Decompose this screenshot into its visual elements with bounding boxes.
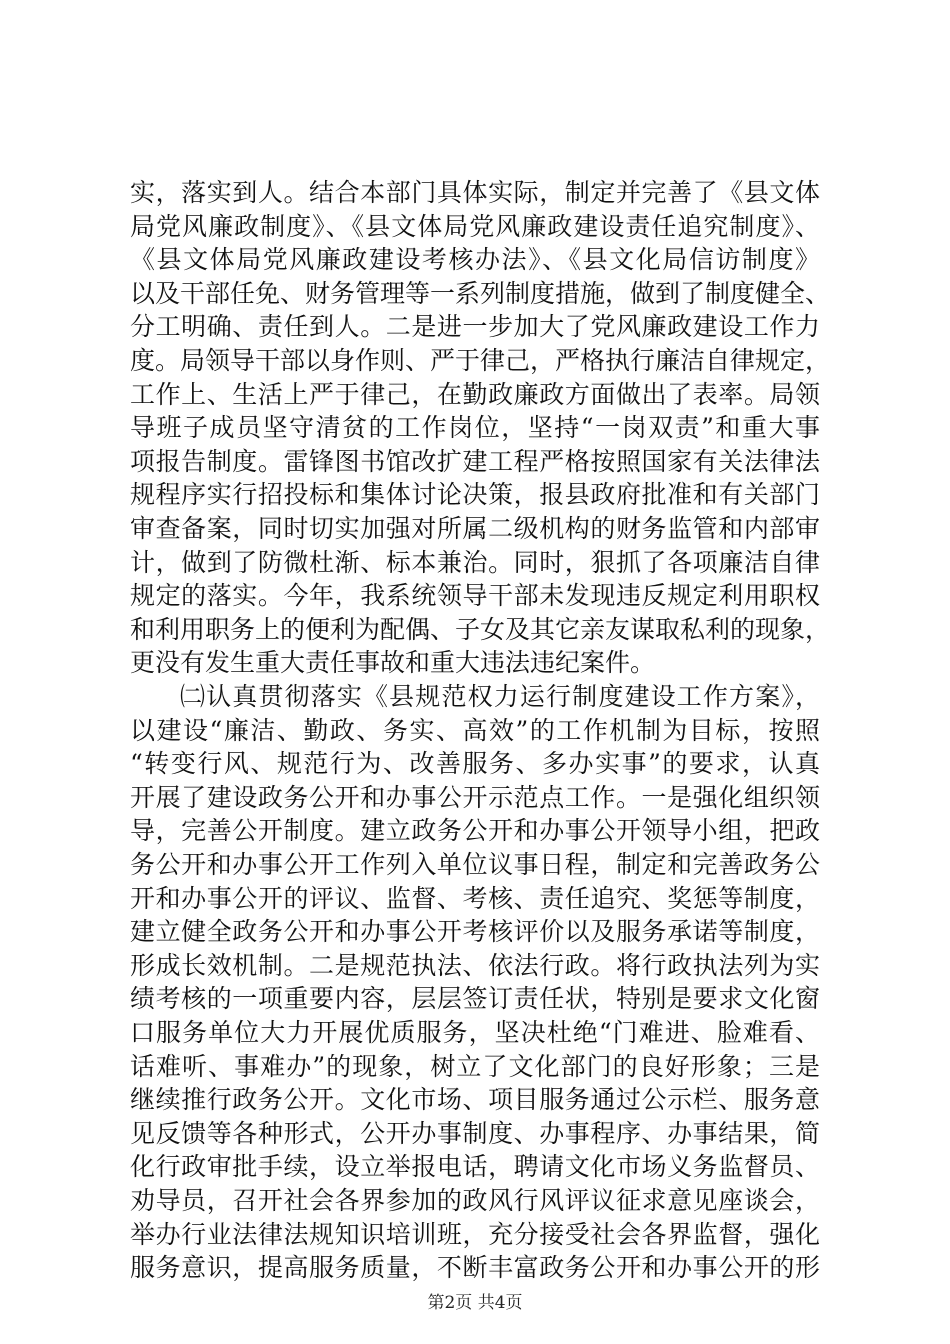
paragraph-line: 局党风廉政制度》、《县文体局党风廉政建设责任追究制度》、	[130, 211, 820, 241]
paragraph-line: 更没有发生重大责任事故和重大违法违纪案件。	[130, 648, 656, 678]
paragraph-line: 规程序实行招投标和集体讨论决策，报县政府批准和有关部门	[130, 480, 820, 510]
paragraph-line: 话难听、事难办”的现象，树立了文化部门的良好形象；三是	[130, 1051, 820, 1081]
paragraph-line: 规定的落实。今年，我系统领导干部未发现违反规定利用职权	[130, 581, 820, 611]
paragraph-line: 务公开和办事公开工作列入单位议事日程，制定和完善政务公	[130, 850, 820, 879]
paragraph-line: 开和办事公开的评议、监督、考核、责任追究、奖惩等制度，	[130, 883, 820, 913]
paragraph-line: 开展了建设政务公开和办事公开示范点工作。一是强化组织领	[130, 782, 820, 812]
page-number-footer: 第2页 共4页	[427, 1293, 523, 1313]
paragraph-line: ㈡认真贯彻落实《县规范权力运行制度建设工作方案》，	[180, 682, 820, 711]
paragraph-line: 以建设“廉洁、勤政、务实、高效”的工作机制为目标，按照	[130, 715, 820, 745]
paragraph-line: 举办行业法律法规知识培训班，充分接受社会各界监督，强化	[130, 1219, 820, 1249]
paragraph-line: 项报告制度。雷锋图书馆改扩建工程严格按照国家有关法律法	[130, 446, 820, 476]
paragraph-line: 见反馈等各种形式，公开办事制度、办事程序、办事结果，简	[130, 1118, 820, 1148]
paragraph-line: 劝导员，召开社会各界参加的政风行风评议征求意见座谈会，	[130, 1186, 820, 1215]
paragraph-line: 服务意识，提高服务质量，不断丰富政务公开和办事公开的形	[130, 1253, 820, 1283]
paragraph-line: 导班子成员坚守清贫的工作岗位，坚持“一岗双责”和重大事	[130, 413, 820, 443]
paragraph-line: 以及干部任免、财务管理等一系列制度措施，做到了制度健全、	[130, 278, 831, 308]
paragraph-line: 化行政审批手续，设立举报电话，聘请文化市场义务监督员、	[130, 1152, 820, 1182]
paragraph-line: 和利用职务上的便利为配偶、子女及其它亲友谋取私利的现象，	[130, 614, 831, 644]
paragraph-line: 工作上、生活上严于律己，在勤政廉政方面做出了表率。局领	[130, 379, 820, 409]
paragraph-line: 导，完善公开制度。建立政务公开和办事公开领导小组，把政	[130, 816, 820, 846]
paragraph-line: 分工明确、责任到人。二是进一步加大了党风廉政建设工作力	[130, 312, 820, 342]
paragraph-line: 形成长效机制。二是规范执法、依法行政。将行政执法列为实	[130, 950, 820, 980]
paragraph-line: 度。局领导干部以身作则、严于律己，严格执行廉洁自律规定，	[130, 346, 831, 375]
paragraph-line: “转变行风、规范行为、改善服务、多办实事”的要求，认真	[130, 749, 820, 779]
paragraph-line: 《县文体局党风廉政建设考核办法》、《县文化局信访制度》	[130, 245, 820, 275]
paragraph-line: 审查备案，同时切实加强对所属二级机构的财务监管和内部审	[130, 514, 820, 543]
paragraph-line: 实，落实到人。结合本部门具体实际，制定并完善了《县文体	[130, 178, 820, 207]
paragraph-line: 建立健全政务公开和办事公开考核评价以及服务承诺等制度，	[130, 917, 820, 947]
paragraph-line: 绩考核的一项重要内容，层层签订责任状，特别是要求文化窗	[130, 984, 820, 1014]
paragraph-line: 口服务单位大力开展优质服务，坚决杜绝“门难进、脸难看、	[130, 1018, 820, 1047]
paragraph-line: 计，做到了防微杜渐、标本兼治。同时，狠抓了各项廉洁自律	[130, 547, 820, 577]
paragraph-line: 继续推行政务公开。文化市场、项目服务通过公示栏、服务意	[130, 1085, 820, 1115]
